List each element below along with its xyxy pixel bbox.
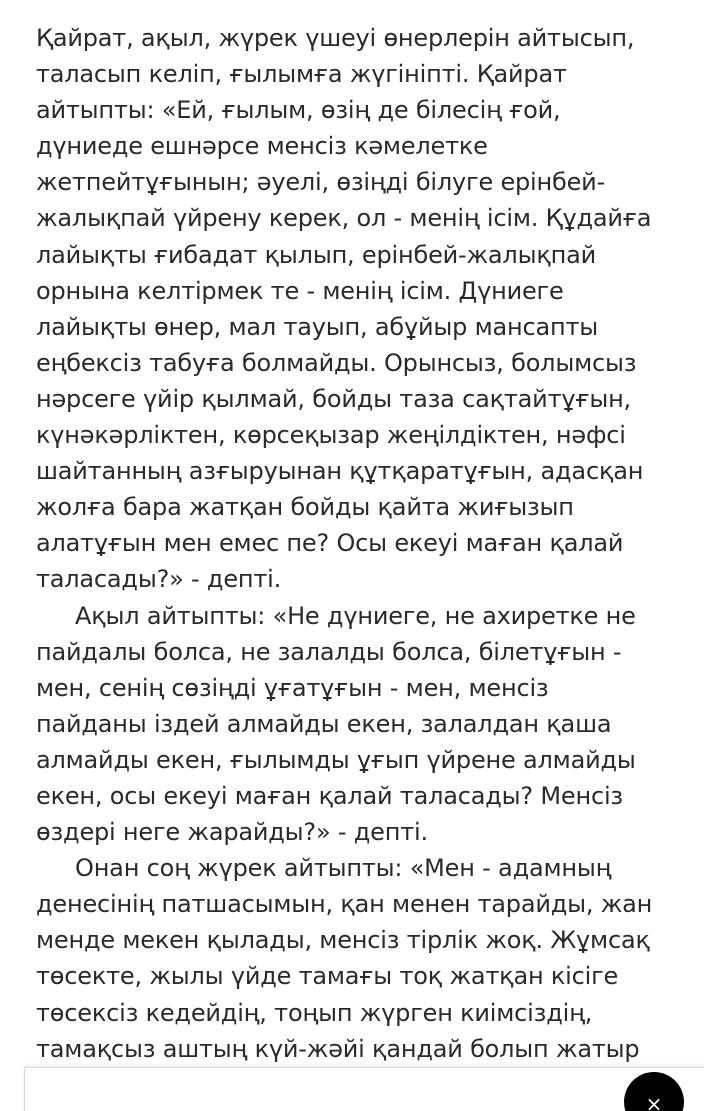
text-line: жалықпай үйрену керек, ол - менің ісім. Құдайға (36, 204, 652, 233)
text-line: нәрсеге үйір қылмай, бойды таза сақтайтұғын, (36, 384, 631, 413)
text-line: таласады?» - депті. (36, 565, 282, 594)
text-line: денесінің патшасымын, қан менен тарайды, жан (36, 890, 653, 919)
text-line: алмайды екен, ғылымды ұғып үйрене алмайды (36, 745, 636, 774)
text-line: пайданы іздей алмайды екен, залалдан қаша (36, 709, 612, 738)
text-line: дүниеде ешнәрсе менсіз кәмелетке (36, 132, 488, 161)
document-text (36, 20, 676, 1103)
text-line: тамақсыз аштың күй-жәйі қандай болып жатыр (36, 1034, 640, 1063)
text-line: алатұғын мен емес пе? Осы екеуі маған қалай (36, 529, 624, 558)
bottom-overlay-bar (24, 1067, 704, 1111)
text-line: шайтанның азғыруынан құтқаратұғын, адасқан (36, 457, 644, 486)
text-line: мен, сенің сөзіңді ұғатұғын - мен, менсіз (36, 673, 549, 702)
text-line: таласып келіп, ғылымға жүгініпті. Қайрат (36, 60, 567, 89)
text-line: Ақыл айтыпты: «Не дүниеге, не ахиретке не (75, 601, 636, 630)
text-line: лайықты өнер, мал тауып, абұйыр мансапты (36, 312, 599, 341)
text-line: менде мекен қылады, менсіз тірлік жоқ. Жұмсақ (36, 926, 650, 955)
text-line: Онан соң жүрек айтыпты: «Мен - адамның (75, 854, 612, 883)
text-line: күнәкәрліктен, көрсеқызар жеңілдіктен, нәфсі (36, 421, 626, 450)
text-line: төсекте, жылы үйде тамағы тоқ жатқан кісіге (36, 962, 619, 991)
text-line: пайдалы болса, не залалды болса, білетұғын - (36, 637, 622, 666)
text-line: еңбексіз табуға болмайды. Орынсыз, болымсыз (36, 348, 637, 377)
text-line: өздері неге жарайды?» - депті. (36, 818, 428, 847)
text-line: жетпейтұғынын; әуелі, өзіңді білуге ерінбей- (36, 168, 606, 197)
text-line: төсексіз кедейдің, тоңып жүрген киімсіздің, (36, 998, 593, 1027)
text-line: екен, осы екеуі маған қалай таласады? Менсіз (36, 781, 623, 810)
close-icon: × (645, 1092, 663, 1111)
text-line: жолға бара жатқан бойды қайта жиғызып (36, 493, 574, 522)
text-line: орнына келтірмек те - менің ісім. Дүниеге (36, 276, 564, 305)
text-line: Қайрат, ақыл, жүрек үшеуі өнерлерін айтысып, (36, 24, 635, 52)
text-line: лайықты ғибадат қылып, ерінбей-жалықпай (36, 240, 597, 269)
text-line: айтыпты: «Ей, ғылым, өзің де білесің ғой, (36, 96, 561, 125)
